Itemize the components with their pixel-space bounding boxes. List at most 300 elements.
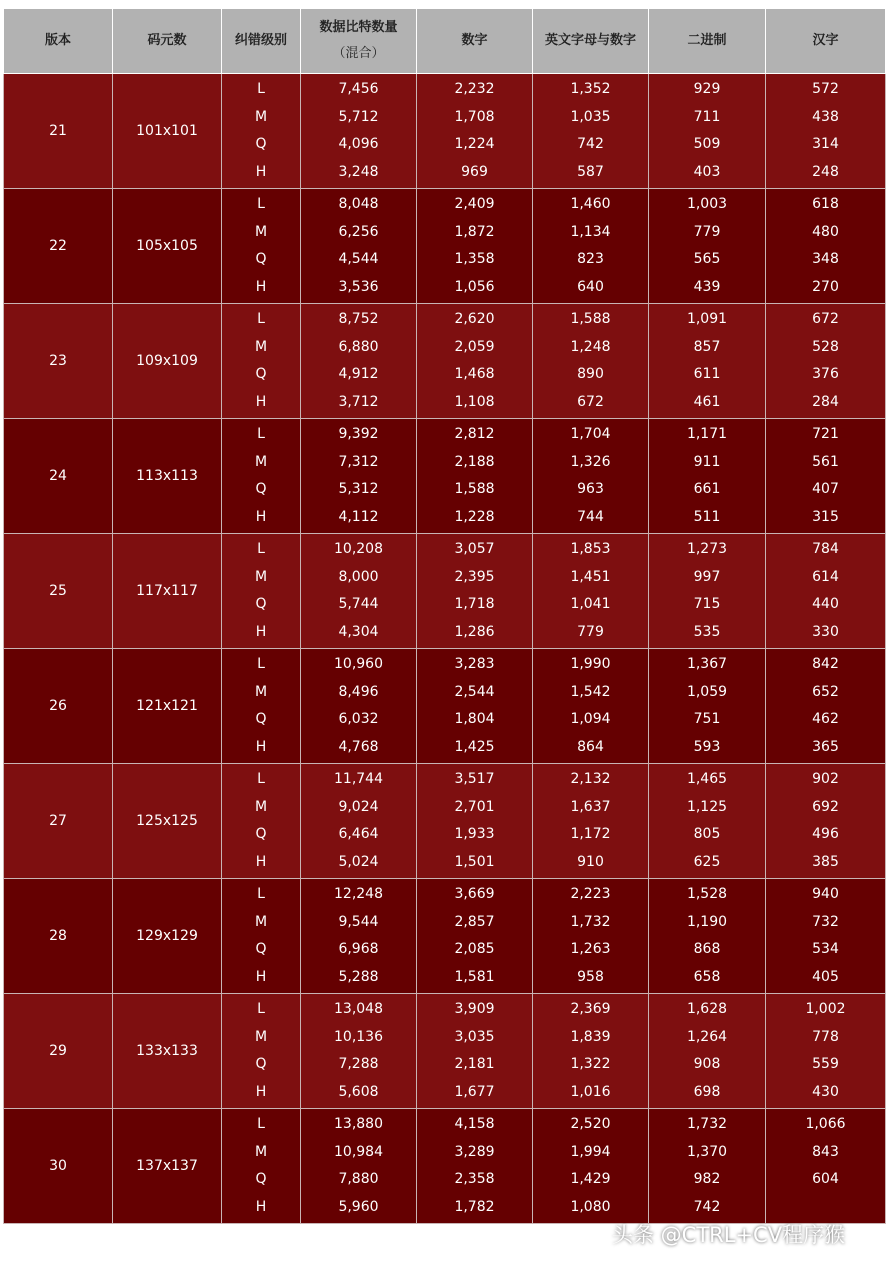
- alphanumeric-value: 1,041: [570, 596, 611, 612]
- binary-value: 1,732: [686, 1116, 728, 1132]
- modules-cell: 117x117: [113, 534, 222, 649]
- alphanumeric-value: 587: [577, 163, 604, 180]
- binary-cell: [649, 879, 766, 994]
- kanji-value: 604: [812, 1171, 839, 1187]
- ec-level-value: H: [255, 968, 267, 985]
- ec-level-value: M: [254, 913, 268, 930]
- numeric-value: 2,701: [454, 798, 495, 815]
- alphanumeric-value: 1,263: [570, 941, 611, 957]
- table-row: [4, 764, 886, 879]
- numeric-value: 1,804: [454, 711, 495, 727]
- kanji-value: 784: [812, 541, 839, 557]
- alphanumeric-value: 910: [577, 853, 604, 870]
- numeric-value: 1,108: [454, 393, 495, 410]
- numeric-value: 1,224: [454, 136, 495, 152]
- data-bits-cell: [301, 189, 417, 304]
- numeric-value: 3,517: [454, 771, 495, 787]
- alphanumeric-value: 1,732: [570, 913, 611, 930]
- kanji-value: 652: [812, 683, 839, 700]
- data-bits-value: 8,496: [338, 683, 379, 700]
- binary-value: 535: [693, 623, 721, 640]
- binary-value: 929: [693, 81, 721, 97]
- table-row: [4, 189, 886, 304]
- data-bits-value: 4,544: [338, 251, 379, 267]
- numeric-value: 4,158: [454, 1116, 495, 1132]
- binary-cell: [649, 419, 766, 534]
- data-bits-value: 10,984: [334, 1143, 383, 1160]
- kanji-value: 376: [812, 366, 839, 382]
- data-bits-value: 3,712: [338, 393, 379, 410]
- ec-level-value: Q: [255, 1171, 267, 1187]
- ec-level-cell: [222, 189, 301, 304]
- binary-value: 982: [693, 1171, 721, 1187]
- numeric-cell: [417, 879, 533, 994]
- data-bits-value: 6,464: [338, 826, 379, 842]
- alphanumeric-value: 1,035: [570, 108, 611, 125]
- numeric-value: 2,181: [454, 1056, 495, 1072]
- data-bits-value: 13,880: [334, 1116, 383, 1132]
- qr-capacity-table: [3, 8, 886, 1224]
- numeric-cell: [417, 1109, 533, 1224]
- binary-value: 1,367: [686, 656, 728, 672]
- kanji-value: 330: [812, 623, 839, 640]
- header-alphanumeric: 英文字母与数字: [533, 9, 649, 74]
- kanji-cell: [766, 649, 886, 764]
- kanji-value: 462: [812, 711, 839, 727]
- binary-value: 715: [693, 596, 721, 612]
- binary-cell: [649, 189, 766, 304]
- modules-cell: 109x109: [113, 304, 222, 419]
- alphanumeric-value: 1,322: [570, 1056, 611, 1072]
- kanji-value: 248: [812, 163, 839, 180]
- header-numeric: 数字: [417, 9, 533, 74]
- data-bits-cell: [301, 994, 417, 1109]
- numeric-value: 1,708: [454, 108, 495, 125]
- numeric-value: 3,909: [454, 1001, 495, 1017]
- kanji-value: 692: [812, 798, 839, 815]
- data-bits-value: 10,136: [334, 1028, 383, 1045]
- ec-level-value: L: [257, 886, 265, 902]
- numeric-value: 3,283: [454, 656, 495, 672]
- binary-value: 1,125: [686, 798, 728, 815]
- ec-level-value: L: [257, 1001, 265, 1017]
- numeric-value: 2,188: [454, 453, 495, 470]
- binary-cell: [649, 74, 766, 189]
- ec-level-value: H: [255, 278, 267, 295]
- binary-value: 661: [693, 481, 721, 497]
- ec-level-value: Q: [255, 826, 267, 842]
- modules-cell: 113x113: [113, 419, 222, 534]
- data-bits-value: 5,024: [338, 853, 379, 870]
- numeric-value: 1,782: [454, 1198, 495, 1215]
- numeric-cell: [417, 994, 533, 1109]
- ec-level-value: H: [255, 738, 267, 755]
- ec-level-value: L: [257, 1116, 265, 1132]
- ec-level-value: Q: [255, 481, 267, 497]
- version-cell: 27: [4, 764, 113, 879]
- numeric-value: 3,035: [454, 1028, 495, 1045]
- header-version: 版本: [4, 9, 113, 74]
- kanji-value: 614: [812, 568, 839, 585]
- ec-level-value: H: [255, 393, 267, 410]
- numeric-value: 969: [461, 163, 488, 180]
- data-bits-value: 10,960: [334, 656, 383, 672]
- ec-level-cell: [222, 74, 301, 189]
- alphanumeric-value: 1,542: [570, 683, 611, 700]
- data-bits-value: 4,912: [338, 366, 379, 382]
- ec-level-value: L: [257, 656, 265, 672]
- kanji-value: 365: [812, 738, 839, 755]
- alphanumeric-cell: [533, 994, 649, 1109]
- table-row: [4, 879, 886, 994]
- ec-level-value: H: [255, 853, 267, 870]
- kanji-cell: [766, 304, 886, 419]
- numeric-value: 1,677: [454, 1083, 495, 1100]
- data-bits-value: 5,608: [338, 1083, 379, 1100]
- data-bits-cell: [301, 74, 417, 189]
- alphanumeric-cell: [533, 74, 649, 189]
- kanji-value: 618: [812, 196, 839, 212]
- kanji-value: 843: [812, 1143, 839, 1160]
- kanji-value: 778: [812, 1028, 839, 1045]
- ec-level-cell: [222, 879, 301, 994]
- ec-level-value: H: [255, 623, 267, 640]
- header-data-bits-line2: （混合）: [332, 46, 385, 61]
- data-bits-value: 4,304: [338, 623, 379, 640]
- alphanumeric-value: 2,520: [570, 1116, 611, 1132]
- kanji-value: 440: [812, 596, 839, 612]
- numeric-value: 1,872: [454, 223, 495, 240]
- alphanumeric-value: 1,637: [570, 798, 611, 815]
- alphanumeric-value: 1,990: [570, 656, 611, 672]
- modules-cell: 121x121: [113, 649, 222, 764]
- kanji-value: 315: [812, 508, 839, 525]
- numeric-value: 1,468: [454, 366, 495, 382]
- binary-value: 868: [693, 941, 721, 957]
- ec-level-value: M: [254, 1143, 268, 1160]
- ec-level-value: M: [254, 223, 268, 240]
- data-bits-value: 13,048: [334, 1001, 383, 1017]
- version-cell: 29: [4, 994, 113, 1109]
- kanji-value: 314: [812, 136, 839, 152]
- alphanumeric-value: 823: [577, 251, 604, 267]
- binary-value: 509: [693, 136, 721, 152]
- data-bits-value: 5,744: [338, 596, 379, 612]
- data-bits-value: 4,768: [338, 738, 379, 755]
- numeric-value: 1,501: [454, 853, 495, 870]
- numeric-cell: [417, 189, 533, 304]
- alphanumeric-value: 1,460: [570, 196, 611, 212]
- alphanumeric-value: 864: [577, 738, 604, 755]
- numeric-value: 3,057: [454, 541, 495, 557]
- numeric-value: 1,933: [454, 826, 495, 842]
- binary-value: 711: [693, 108, 721, 125]
- binary-value: 1,190: [686, 913, 728, 930]
- ec-level-cell: [222, 1109, 301, 1224]
- data-bits-value: 7,456: [338, 81, 379, 97]
- alphanumeric-value: 744: [577, 508, 604, 525]
- binary-value: 742: [693, 1198, 721, 1215]
- kanji-value: 534: [812, 941, 839, 957]
- header-data-bits-line1: 数据比特数量: [319, 20, 398, 35]
- modules-cell: 137x137: [113, 1109, 222, 1224]
- binary-value: 779: [693, 223, 721, 240]
- kanji-value: 572: [812, 81, 839, 97]
- kanji-value: 1,002: [805, 1001, 846, 1017]
- table-row: [4, 994, 886, 1109]
- modules-cell: 125x125: [113, 764, 222, 879]
- binary-cell: [649, 534, 766, 649]
- alphanumeric-value: 1,248: [570, 338, 611, 355]
- numeric-value: 1,581: [454, 968, 495, 985]
- ec-level-value: Q: [255, 941, 267, 957]
- kanji-value: 672: [812, 311, 839, 327]
- alphanumeric-value: 2,132: [570, 771, 611, 787]
- ec-level-value: L: [257, 541, 265, 557]
- data-bits-value: 11,744: [334, 771, 383, 787]
- binary-value: 565: [693, 251, 721, 267]
- alphanumeric-cell: [533, 534, 649, 649]
- numeric-value: 2,409: [454, 196, 495, 212]
- numeric-cell: [417, 764, 533, 879]
- numeric-value: 2,085: [454, 941, 495, 957]
- numeric-value: 1,228: [454, 508, 495, 525]
- data-bits-cell: [301, 764, 417, 879]
- binary-cell: [649, 1109, 766, 1224]
- alphanumeric-cell: [533, 304, 649, 419]
- alphanumeric-value: 2,223: [570, 886, 611, 902]
- alphanumeric-value: 1,588: [570, 311, 611, 327]
- numeric-cell: [417, 534, 533, 649]
- header-modules: 码元数: [113, 9, 222, 74]
- alphanumeric-value: 1,853: [570, 541, 611, 557]
- kanji-cell: [766, 1109, 886, 1224]
- alphanumeric-value: 742: [577, 136, 604, 152]
- alphanumeric-value: 779: [577, 623, 604, 640]
- data-bits-cell: [301, 879, 417, 994]
- kanji-value: 430: [812, 1083, 839, 1100]
- data-bits-value: 6,256: [338, 223, 379, 240]
- binary-value: 751: [693, 711, 721, 727]
- ec-level-value: Q: [255, 251, 267, 267]
- version-cell: 24: [4, 419, 113, 534]
- binary-value: 997: [693, 568, 721, 585]
- alphanumeric-cell: [533, 1109, 649, 1224]
- data-bits-value: 3,248: [338, 163, 379, 180]
- alphanumeric-value: 1,839: [570, 1028, 611, 1045]
- ec-level-cell: [222, 649, 301, 764]
- binary-cell: [649, 994, 766, 1109]
- version-cell: 26: [4, 649, 113, 764]
- binary-value: 698: [693, 1083, 721, 1100]
- data-bits-cell: [301, 649, 417, 764]
- binary-value: 908: [693, 1056, 721, 1072]
- ec-level-value: L: [257, 426, 265, 442]
- data-bits-value: 8,000: [338, 568, 379, 585]
- kanji-value: 1,066: [805, 1116, 846, 1132]
- data-bits-value: 5,960: [338, 1198, 379, 1215]
- table-row: [4, 1109, 886, 1224]
- header-kanji: 汉字: [766, 9, 886, 74]
- numeric-value: 1,425: [454, 738, 495, 755]
- ec-level-value: M: [254, 683, 268, 700]
- ec-level-value: Q: [255, 366, 267, 382]
- data-bits-value: 7,880: [338, 1171, 379, 1187]
- kanji-value: [766, 1194, 885, 1222]
- numeric-value: 1,718: [454, 596, 495, 612]
- alphanumeric-cell: [533, 879, 649, 994]
- alphanumeric-value: 1,080: [570, 1198, 611, 1215]
- version-cell: 21: [4, 74, 113, 189]
- version-cell: 23: [4, 304, 113, 419]
- ec-level-value: M: [254, 798, 268, 815]
- numeric-value: 3,669: [454, 886, 495, 902]
- ec-level-value: M: [254, 108, 268, 125]
- kanji-value: 940: [812, 886, 839, 902]
- ec-level-value: M: [254, 568, 268, 585]
- alphanumeric-value: 1,094: [570, 711, 611, 727]
- table-row: [4, 534, 886, 649]
- binary-value: 805: [693, 826, 721, 842]
- header-data-bits: [301, 9, 417, 74]
- kanji-value: 902: [812, 771, 839, 787]
- data-bits-value: 6,032: [338, 711, 379, 727]
- numeric-cell: [417, 419, 533, 534]
- ec-level-cell: [222, 994, 301, 1109]
- numeric-value: 2,857: [454, 913, 495, 930]
- kanji-value: 842: [812, 656, 839, 672]
- kanji-value: 438: [812, 108, 839, 125]
- data-bits-value: 7,312: [338, 453, 379, 470]
- table-row: [4, 419, 886, 534]
- header-binary: 二进制: [649, 9, 766, 74]
- header-ec-level: 纠错级别: [222, 9, 301, 74]
- kanji-value: 559: [812, 1056, 839, 1072]
- alphanumeric-value: 1,429: [570, 1171, 611, 1187]
- modules-cell: 133x133: [113, 994, 222, 1109]
- ec-level-value: L: [257, 771, 265, 787]
- ec-level-cell: [222, 764, 301, 879]
- binary-value: 1,273: [686, 541, 728, 557]
- numeric-value: 2,232: [454, 81, 495, 97]
- numeric-value: 1,056: [454, 278, 495, 295]
- data-bits-cell: [301, 419, 417, 534]
- binary-value: 1,465: [686, 771, 728, 787]
- kanji-value: 732: [812, 913, 839, 930]
- binary-value: 1,528: [686, 886, 728, 902]
- alphanumeric-cell: [533, 764, 649, 879]
- kanji-cell: [766, 879, 886, 994]
- data-bits-cell: [301, 534, 417, 649]
- ec-level-value: M: [254, 453, 268, 470]
- version-cell: 25: [4, 534, 113, 649]
- alphanumeric-value: 1,451: [570, 568, 611, 585]
- table-row: [4, 649, 886, 764]
- ec-level-value: L: [257, 81, 265, 97]
- numeric-value: 2,620: [454, 311, 495, 327]
- alphanumeric-value: 1,016: [570, 1083, 611, 1100]
- ec-level-value: H: [255, 163, 267, 180]
- kanji-value: 528: [812, 338, 839, 355]
- numeric-value: 2,059: [454, 338, 495, 355]
- numeric-cell: [417, 649, 533, 764]
- binary-value: 593: [693, 738, 721, 755]
- kanji-cell: [766, 534, 886, 649]
- data-bits-cell: [301, 1109, 417, 1224]
- binary-value: 857: [693, 338, 721, 355]
- kanji-cell: [766, 764, 886, 879]
- ec-level-value: Q: [255, 136, 267, 152]
- table-row: [4, 304, 886, 419]
- table-row: [4, 74, 886, 189]
- binary-cell: [649, 764, 766, 879]
- data-bits-value: 6,880: [338, 338, 379, 355]
- data-bits-value: 4,096: [338, 136, 379, 152]
- binary-value: 461: [693, 393, 721, 410]
- ec-level-value: H: [255, 1083, 267, 1100]
- alphanumeric-value: 1,704: [570, 426, 611, 442]
- alphanumeric-cell: [533, 189, 649, 304]
- data-bits-value: 4,112: [338, 508, 379, 525]
- numeric-cell: [417, 74, 533, 189]
- numeric-value: 2,358: [454, 1171, 495, 1187]
- binary-value: 1,059: [686, 683, 728, 700]
- kanji-value: 721: [812, 426, 839, 442]
- ec-level-value: H: [255, 508, 267, 525]
- binary-cell: [649, 304, 766, 419]
- alphanumeric-value: 1,172: [570, 826, 611, 842]
- qr-capacity-table-container: [3, 8, 885, 1224]
- numeric-value: 1,286: [454, 623, 495, 640]
- version-cell: 28: [4, 879, 113, 994]
- data-bits-cell: [301, 304, 417, 419]
- ec-level-value: Q: [255, 596, 267, 612]
- data-bits-value: 9,024: [338, 798, 379, 815]
- kanji-cell: [766, 419, 886, 534]
- binary-cell: [649, 649, 766, 764]
- alphanumeric-value: 1,326: [570, 453, 611, 470]
- data-bits-value: 9,392: [338, 426, 379, 442]
- kanji-value: 496: [812, 826, 839, 842]
- ec-level-value: M: [254, 338, 268, 355]
- header-row: [4, 9, 886, 74]
- kanji-value: 385: [812, 853, 839, 870]
- numeric-value: 2,812: [454, 426, 495, 442]
- alphanumeric-value: 672: [577, 393, 604, 410]
- binary-value: 611: [693, 366, 721, 382]
- binary-value: 1,171: [686, 426, 728, 442]
- binary-value: 625: [693, 853, 721, 870]
- alphanumeric-value: 640: [577, 278, 604, 295]
- watermark: 头条 @CTRL+CV程序猴: [612, 1223, 846, 1247]
- kanji-value: 407: [812, 481, 839, 497]
- table-body: [4, 74, 886, 1224]
- alphanumeric-value: 2,369: [570, 1001, 611, 1017]
- data-bits-value: 12,248: [334, 886, 383, 902]
- numeric-value: 1,588: [454, 481, 495, 497]
- numeric-value: 3,289: [454, 1143, 495, 1160]
- modules-cell: 129x129: [113, 879, 222, 994]
- kanji-value: 270: [812, 278, 839, 295]
- data-bits-value: 8,752: [338, 311, 379, 327]
- data-bits-value: 8,048: [338, 196, 379, 212]
- ec-level-value: M: [254, 1028, 268, 1045]
- ec-level-cell: [222, 304, 301, 419]
- binary-value: 1,003: [686, 196, 728, 212]
- kanji-cell: [766, 189, 886, 304]
- ec-level-cell: [222, 419, 301, 534]
- alphanumeric-cell: [533, 649, 649, 764]
